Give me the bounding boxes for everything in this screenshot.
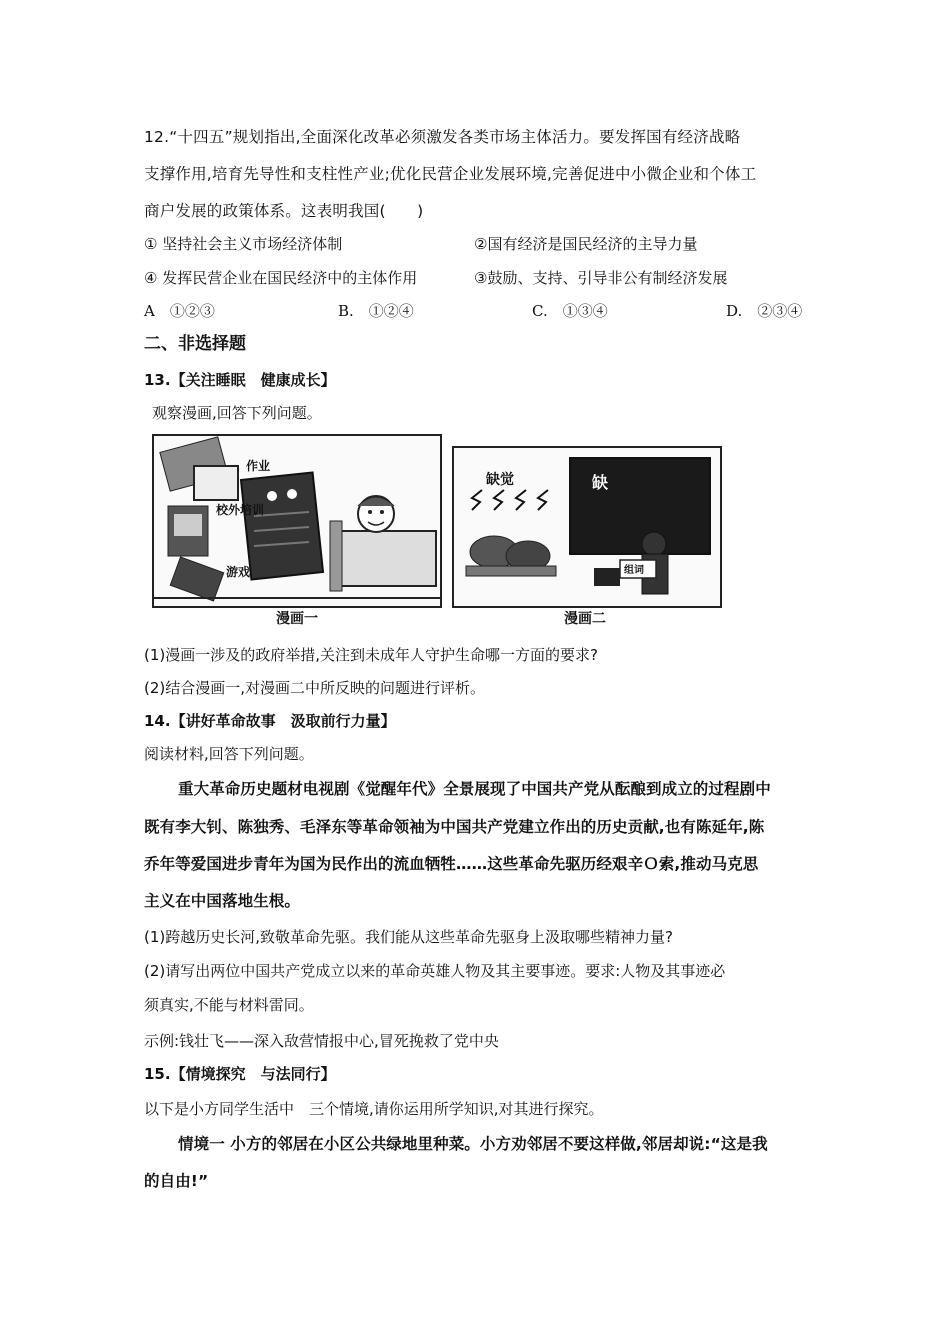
q14-title: 14.【讲好革命故事 汲取前行力量】 [144,712,396,730]
comic-one-training-label: 校外培训 [216,503,265,517]
q14-example: 示例:钱壮飞——深入敌营情报中心,冒死挽救了党中央 [144,1032,499,1050]
comic-two-sleep-label: 缺觉 [486,472,514,488]
comic-two [452,446,722,608]
q12-statement-2: ②国有经济是国民经济的主导力量 [474,235,698,253]
comic-two-drawing [454,448,720,606]
q14-sub-question-2-line-2: 须真实,不能与材料雷同。 [144,996,314,1014]
q13-title: 13.【关注睡眠 健康成长】 [144,371,336,389]
q13-sub-question-2: (2)结合漫画一,对漫画二中所反映的问题进行评析。 [144,679,486,697]
comic-one-homework-label: 作业 [246,459,271,473]
q14-intro: 阅读材料,回答下列问题。 [144,745,314,763]
q14-material-line-4: 主义在中国落地生根。 [144,892,301,910]
q14-sub-question-2-line-1: (2)请写出两位中国共产党成立以来的革命英雄人物及其主要事迹。要求:人物及其事迹必 [144,962,726,980]
q15-intro: 以下是小方同学生活中 三个情境,请你运用所学知识,对其进行探究。 [144,1100,604,1118]
q12-option-d: D. ②③④ [726,302,803,320]
q14-material-line-3: 乔年等爱国进步青年为国为民作出的流血牺牲……这些革命先驱历经艰辛Ｏ索,推动马克思 [144,855,759,873]
comic-one-game-label: 游戏 [226,565,251,579]
q12-line-2: 支撑作用,培育先导性和支柱性产业;优化民营企业发展环境,完善促进中小微企业和个体工 [144,165,757,183]
q14-material-line-2: 既有李大钊、陈独秀、毛泽东等革命领袖为中国共产党建立作出的历史贡献,也有陈延年,陈 [144,818,765,836]
q15-scenario-1-line-1: 情境一 小方的邻居在小区公共绿地里种菜。小方劝邻居不要这样做,邻居却说:“这是我 [178,1135,768,1153]
comic-one-caption: 漫画一 [276,611,318,627]
q15-scenario-1-line-2: 的自由!” [144,1172,209,1190]
comic-two-caption: 漫画二 [564,611,606,627]
comic-one-drawing [154,436,440,606]
q13-sub-question-1: (1)漫画一涉及的政府举措,关注到未成年人守护生命哪一方面的要求? [144,646,598,664]
q12-option-c: C. ①③④ [532,302,608,320]
q12-statement-4: ④ 发挥民营企业在国民经济中的主体作用 [144,269,418,287]
comic-two-board-label: 缺 [592,473,609,492]
q12-option-a: A ①②③ [144,302,215,320]
q14-sub-question-1: (1)跨越历史长河,致敬革命先驱。我们能从这些革命先驱身上汲取哪些精神力量? [144,928,673,946]
comic-one [152,434,442,608]
q12-statement-1: ① 坚持社会主义市场经济体制 [144,235,343,253]
q12-option-b: B. ①②④ [338,302,414,320]
q15-title: 15.【情境探究 与法同行】 [144,1065,336,1083]
q13-intro: 观察漫画,回答下列问题。 [152,404,322,422]
q12-statement-3: ③鼓励、支持、引导非公有制经济发展 [474,269,728,287]
comic-two-sign-label: 组词 [624,565,644,576]
q12-line-3: 商户发展的政策体系。这表明我国( ) [144,202,424,220]
q12-line-1: 12.“十四五”规划指出,全面深化改革必须激发各类市场主体活力。要发挥国有经济战略 [144,128,741,146]
q14-material-line-1: 重大革命历史题材电视剧《觉醒年代》全景展现了中国共产党从酝酿到成立的过程剧中 [178,780,771,798]
section-title: 二、非选择题 [144,334,246,354]
